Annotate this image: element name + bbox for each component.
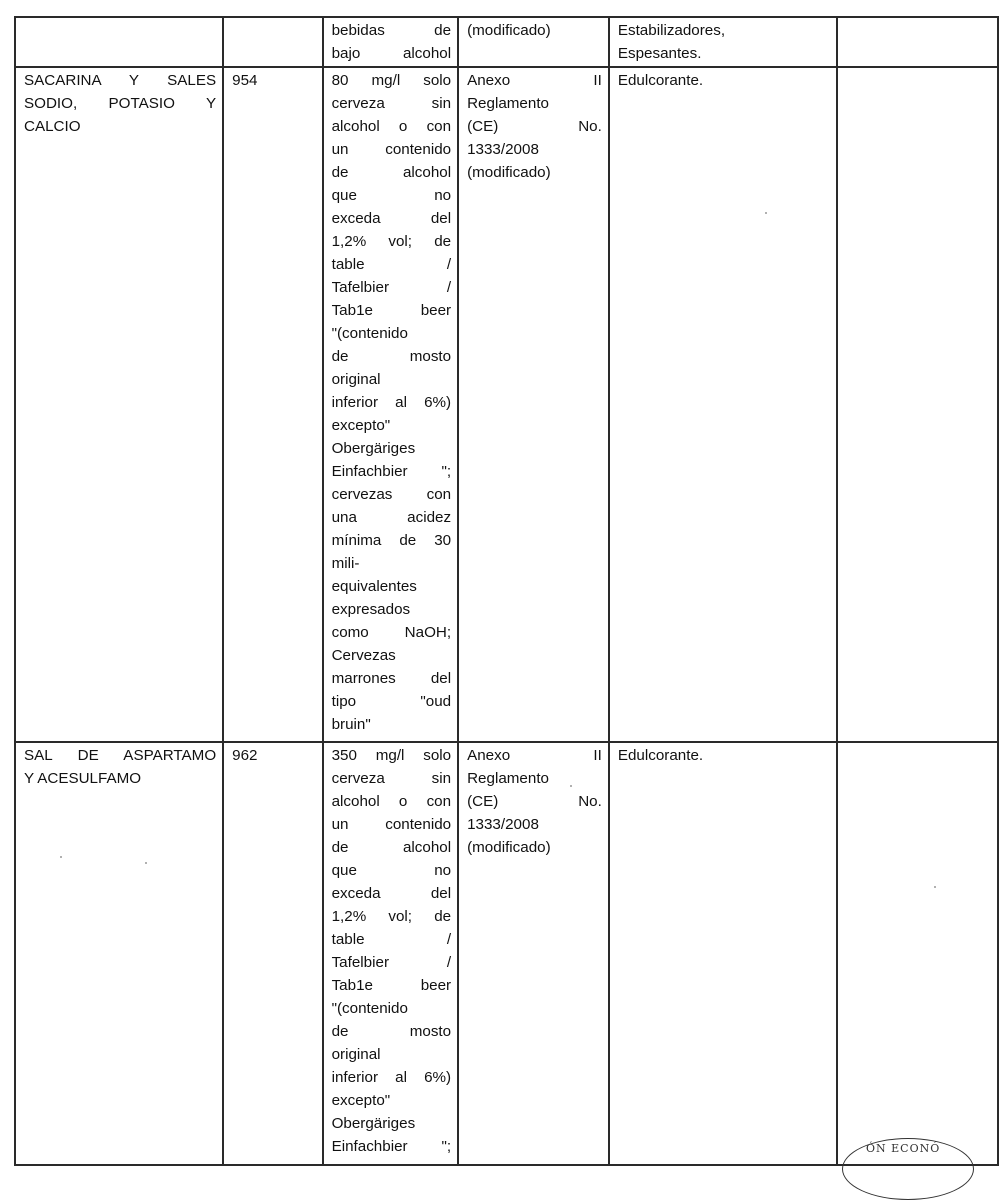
text-line: Anexo II — [467, 72, 602, 89]
text-line: cervezas con — [331, 486, 452, 503]
text-line: Anexo II — [467, 747, 602, 764]
text-line: Tab1e beer — [331, 302, 452, 319]
table-row — [15, 17, 998, 67]
cell-function — [609, 742, 837, 1165]
additives-table — [14, 16, 999, 1166]
ins-code: 954 — [232, 72, 258, 89]
scan-speck — [765, 212, 767, 214]
cell-notes — [837, 742, 998, 1165]
text-line: 1,2% vol; de — [331, 233, 452, 250]
text-line: original — [331, 371, 381, 388]
scan-speck — [145, 862, 147, 864]
cell-regulation — [458, 742, 609, 1165]
text-line: Tab1e beer — [331, 977, 452, 994]
text-line: una acidez — [331, 509, 452, 526]
text-line: bebidas de — [331, 22, 452, 39]
cell-additive-name — [15, 742, 223, 1165]
scan-speck — [60, 856, 62, 858]
text-line: expresados — [331, 601, 411, 618]
table-row — [15, 67, 998, 742]
text-line: mínima de 30 — [331, 532, 452, 549]
text-line: 1333/2008 — [467, 141, 539, 158]
text-line: de alcohol — [331, 164, 452, 181]
table-row — [15, 742, 998, 1165]
text-line: Estabilizadores, — [617, 22, 726, 39]
text-line: cerveza sin — [331, 770, 452, 787]
text-line: inferior al 6%) — [331, 1069, 452, 1086]
text-line: SODIO, POTASIO Y — [24, 95, 217, 112]
text-line: Tafelbier / — [331, 954, 452, 971]
scan-speck — [934, 886, 936, 888]
text-line: marrones del — [331, 670, 452, 687]
cell-max-dose — [323, 17, 459, 67]
text-line: (modificado) — [467, 839, 551, 856]
text-line: como NaOH; — [331, 624, 452, 641]
text-line: SACARINA Y SALES — [24, 72, 217, 89]
text-line: alcohol o con — [331, 118, 452, 135]
text-line: un contenido — [331, 816, 452, 833]
text-line: (CE) No. — [467, 118, 602, 135]
text-line: que no — [331, 187, 452, 204]
text-line: table / — [331, 256, 452, 273]
text-line: (modificado) — [467, 164, 551, 181]
cell-additive-name — [15, 17, 223, 67]
text-line: un contenido — [331, 141, 452, 158]
cell-max-dose — [323, 742, 459, 1165]
cell-notes — [837, 17, 998, 67]
text-line: Y ACESULFAMO — [24, 770, 142, 787]
text-line: (CE) No. — [467, 793, 602, 810]
text-line: equivalentes — [331, 578, 417, 595]
text-line: de alcohol — [331, 839, 452, 856]
text-line: table / — [331, 931, 452, 948]
scan-speck — [570, 785, 572, 787]
ins-code: 962 — [232, 747, 258, 764]
cell-ins-code — [223, 17, 322, 67]
text-line: exceda del — [331, 210, 452, 227]
text-line: original — [331, 1046, 381, 1063]
text-line: de mosto — [331, 348, 452, 365]
cell-additive-name — [15, 67, 223, 742]
text-line: exceda del — [331, 885, 452, 902]
text-line: CALCIO — [24, 118, 81, 135]
text-line: Espesantes. — [617, 45, 702, 62]
text-line: cerveza sin — [331, 95, 452, 112]
text-line: inferior al 6%) — [331, 394, 452, 411]
text-line: Edulcorante. — [617, 72, 704, 89]
text-line: "(contenido — [331, 325, 408, 342]
text-line: Tafelbier / — [331, 279, 452, 296]
text-line: Einfachbier "; — [331, 1138, 452, 1155]
cell-max-dose — [323, 67, 459, 742]
text-line: Obergäriges — [331, 440, 416, 457]
text-line: Einfachbier "; — [331, 463, 452, 480]
text-line: bruin" — [331, 716, 371, 733]
text-line: bajo alcohol — [331, 45, 452, 62]
text-line: 1,2% vol; de — [331, 908, 452, 925]
cell-ins-code — [223, 67, 322, 742]
cell-regulation — [458, 67, 609, 742]
text-line: Reglamento — [467, 770, 549, 787]
official-seal-text: ÓN ECONÓ — [866, 1142, 941, 1155]
text-line: 1333/2008 — [467, 816, 539, 833]
text-line: alcohol o con — [331, 793, 452, 810]
cell-function — [609, 17, 837, 67]
text-line: 350 mg/l solo — [331, 747, 452, 764]
text-line: que no — [331, 862, 452, 879]
text-line: excepto" — [331, 417, 391, 434]
cell-notes — [837, 67, 998, 742]
text-line: Edulcorante. — [617, 747, 704, 764]
cell-function — [609, 67, 837, 742]
text-line: (modificado) — [467, 22, 551, 39]
cell-regulation — [458, 17, 609, 67]
text-line: mili- — [331, 555, 360, 572]
text-line: Obergäriges — [331, 1115, 416, 1132]
text-line: "(contenido — [331, 1000, 408, 1017]
text-line: tipo "oud — [331, 693, 452, 710]
text-line: excepto" — [331, 1092, 391, 1109]
text-line: de mosto — [331, 1023, 452, 1040]
text-line: 80 mg/l solo — [331, 72, 452, 89]
text-line: SAL DE ASPARTAMO — [24, 747, 217, 764]
cell-ins-code — [223, 742, 322, 1165]
text-line: Cervezas — [331, 647, 396, 664]
text-line: Reglamento — [467, 95, 549, 112]
